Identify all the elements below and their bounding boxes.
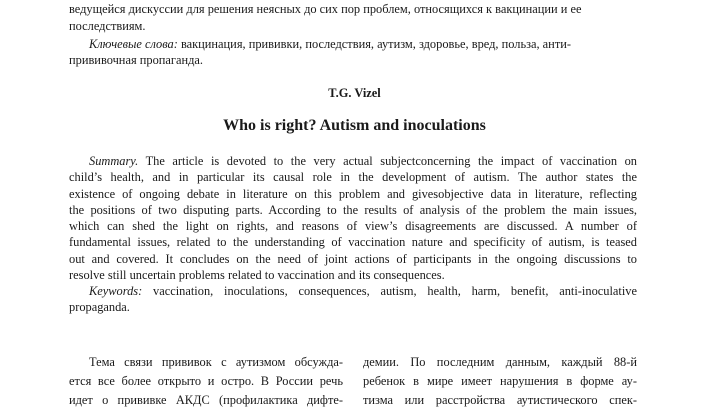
en-keywords-line: propaganda. (69, 300, 130, 314)
ru-keywords-label: Ключевые слова: (89, 37, 178, 51)
body-left-line: идет о прививке АКДС (профилактика дифте- (69, 393, 343, 407)
ru-keywords-line: прививочная пропаганда. (69, 53, 204, 67)
summary-line: existence of ongoing debate in literature on this problem and givesobjective data in literature, reflecting (69, 187, 637, 201)
summary-text: The article is devoted to the very actual subjectconcerning the impact of vaccination on (138, 154, 637, 168)
body-left-line: Тема связи прививок с аутизмом обсужда- (89, 355, 343, 369)
body-right-line: тизма или расстройства аутистического спек- (363, 393, 637, 407)
summary-line: which can shed the light on rights, and reasons of view’s disagreements are discussed. A number of (69, 219, 637, 233)
en-keywords-text: vaccination, inoculations, consequences, autism, health, harm, benefit, anti-inoculative (142, 284, 637, 298)
summary-line: out and covered. It concludes on the need of joint actions of participants in the ongoing discussions to (69, 252, 637, 266)
body-right-line: демии. По последним данным, каждый 88-й (363, 355, 637, 369)
summary-label: Summary. (89, 154, 139, 168)
ru-keywords-text: вакцинация, прививки, последствия, аутизм, здоровье, вред, польза, анти- (177, 37, 571, 51)
body-right-line: ребенок в мире имеет нарушения в форме ау- (363, 374, 637, 388)
summary-line: resolve still uncertain problems related to vaccination and its consequences. (69, 268, 445, 282)
summary-line: the positions of two disputing parts. According to the results of analysis of the problem the main issues, (69, 203, 637, 217)
ru-keywords (89, 36, 571, 52)
ru-abstract-line: ведущейся дискуссии для решения неясных до сих пор проблем, относящихся к вакцинации и ее (69, 2, 582, 16)
ru-abstract-line: последствиям. (69, 19, 146, 33)
body-left-line: ется все более открыто и остро. В России речь (69, 374, 343, 388)
en-keywords (89, 283, 637, 299)
summary-line (89, 153, 637, 169)
article-title: Who is right? Autism and inoculations (223, 117, 486, 134)
author-name: T.G. Vizel (328, 86, 381, 100)
en-keywords-label: Keywords: (89, 284, 143, 298)
summary-line: child’s health, and in particular its causal role in the development of autism. The author states the (69, 170, 637, 184)
summary-line: fundamental issues, related to the understanding of vaccination nature and specificity of autism, is teased (69, 235, 637, 249)
